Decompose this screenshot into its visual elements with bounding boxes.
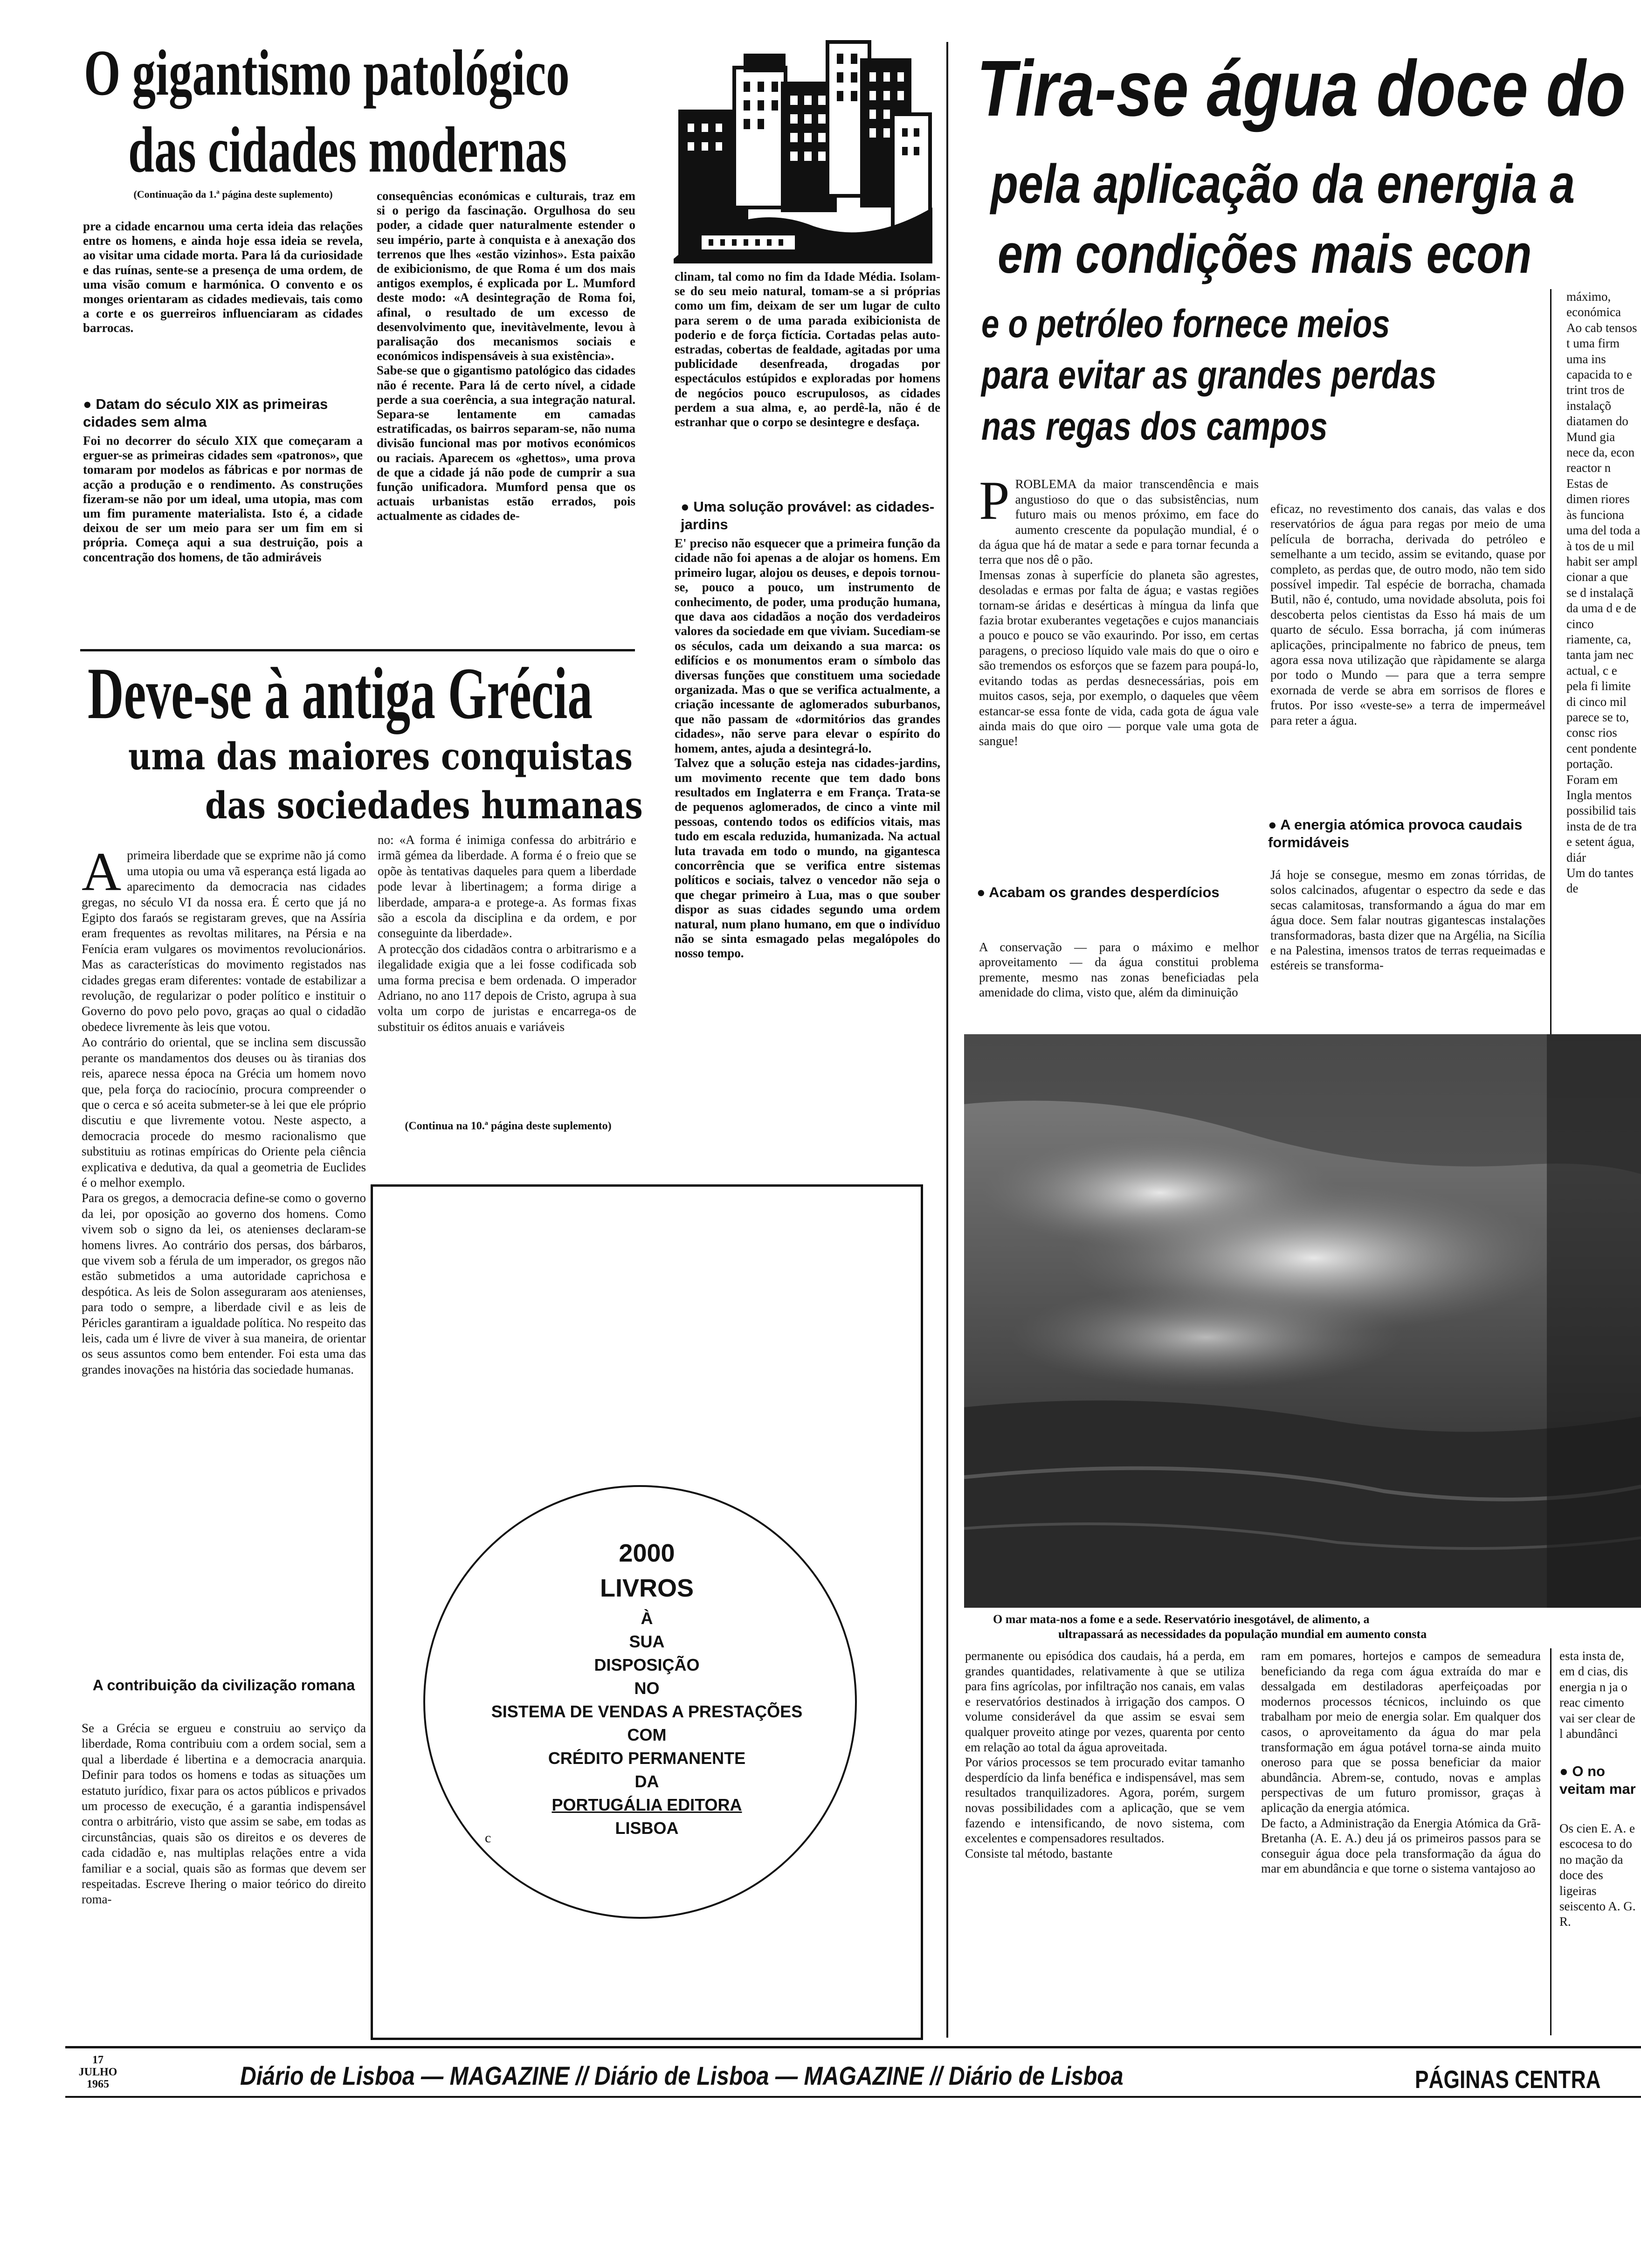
article3-bottom-col1: permanente ou episódica dos caudais, há a perda, em grandes quantidades, relativamente à que se utiliza para fins agrícolas, por infiltração nos canais, em valas e reservatórios destinados à irrigação dos campos. O volume considerável da que assim se esvai sem qualquer proveito atinge por vezes, quarenta por cento em relação ao total da água aproveitada. Por vários processos se tem procurado evitar tamanho desperdício da linfa benéfica e indispensável, mas sem resultados tranquilizadores. Agora, porém, surgem novas possibilidades com a aplicação, que se vem fazendo e intensificando, de novo sistema, com excelentes e compensadores resultados. Consiste tal método, bastante	[965, 1649, 1245, 1860]
sea-photograph	[964, 1034, 1641, 1608]
photo-caption-line1: O mar mata-nos a fome e a sede. Reservatório inesgotável, de alimento, a	[993, 1612, 1370, 1626]
ad-line-lisboa: LISBOA	[615, 1819, 679, 1838]
article3-bottom-col3: esta insta de, em d cias, dis energia n ja o reac cimento vai ser clear de l abundânci	[1559, 1649, 1635, 1741]
article3-sub-line3: nas regas dos campos	[981, 404, 1328, 448]
article1-subhead2: ● Uma solução provável: as cidades-jardins	[681, 498, 935, 532]
article2-col1-lead-text: primeira liberdade que se exprime não já como uma utopia ou uma vã esperança está ligada ao aparecimento da democracia nas cidades gregas, no século VI da nossa era. É certo que já no Egipto dos faraós se registaram greves, que na Assíria eram frequentes as revoltas militares, na Pérsia e na Fenícia eram vulgares os movimentos revolucionários. Mas as características do movimento registados nas cidades gregas eram diferentes: vontade de estabilizar a revolução, de regularizar o poder político e instituir o Governo do povo pelo povo, graças ao qual o cidadão obedece livremente às leis que votou. Ao contrário do oriental, que se inclina sem discussão perante os mandamentos dos deuses ou às tiranias dos reis, aparece nessa época na Grécia um homem novo que, pela força do raciocínio, procura compreender o que o cerca e só aceita submeter-se à lei que ele próprio discutiu e que livremente votou. Neste aspecto, a democracia procede do mesmo racionalismo que substituiu as rotinas empíricas do Oriente pela ciência explicativa e dedutiva, da qual a geometria de Euclides é o melhor exemplo. Para os gregos, a democracia define-se como o governo da lei, por oposição ao governo dos homens. Como vivem sob o signo da lei, os atenienses declaram-se homens livres. Ao contrário dos persas, dos bárbaros, que vivem sob a férula de um imperador, os gregos não estão submetidos a uma autoridade caprichosa e despótica. As leis de Solon asseguraram aos atenienses, para todo o sempre, a liberdade civil e as leis de Péricles garantiram a igualdade política. No respeito das leis, cada um é livre de viver à sua maneira, de orientar os seus assuntos como bem entender. Foi esta uma das grandes inovações na história das sociedade humanas.	[82, 848, 366, 1376]
article2-col1-lead	[82, 832, 366, 1676]
footer-date-day: 17	[92, 2054, 103, 2066]
article3-bottom-rule	[1550, 1648, 1551, 2035]
ad-line-disposicao: DISPOSIÇÃO	[594, 1655, 700, 1674]
article2-col1-body: Se a Grécia se ergueu e construiu ao serviço da liberdade, Roma contribuiu com a ordem social, sem a qual a liberdade é libertina e a democracia anarquia. Definir para todos os homens e todas as situações um estatuto jurídico, fixar para os actos públicos e privados um processo de execução, é a garantia indispensável contra o arbitrário, visto que assim se sabe, em todas as circunstâncias, quais são os direitos e os deveres de cada cidadão e, nas multiplas relações entre a vida familiar e a social, quais são as formas que devem ser respeitadas. Escreve Ihering o maior teórico do direito roma-	[82, 1721, 366, 1907]
article3-bottom-col2: ram em pomares, hortejos e campos de semeadura beneficiando da rega com água extraída do mar e dessalgada em destiladoras aperfeiçoadas por modernos processos técnicos, incluindo os que trabalham por meio de energia solar. Em qualquer dos casos, o aproveitamento da água do mar pela transformação em água potável torna-se ainda muito oneroso para que se possa beneficiar da maior abundância. Abrem-se, contudo, novas e amplas perspectivas de um futuro promissor, graças à aplicação da energia atómica. De facto, a Administração da Energia Atómica da Grã-Bretanha (A. E. A.) deu já os primeiros passos para se conseguir água doce pela transformação da água do mar em abundância e que torne o sistema vantajoso ao	[1261, 1649, 1541, 1876]
ad-line-a: À	[641, 1609, 653, 1628]
footer-pages: PÁGINAS CENTRA	[1415, 2066, 1601, 2094]
ad-mark: c	[485, 1830, 491, 1846]
article1-continuation-note: (Continuação da 1.ª página deste suplemento)	[133, 188, 333, 200]
article3-col2-body: Já hoje se consegue, mesmo em zonas tórridas, de solos calcinados, afugentar o espectro da sede e das secas calamitosas, transformando a água do mar em água doce. Sem falar noutras gigantescas instalações transformadoras, basta dizer que na Argélia, na Sicília e na Palestina, imensos tratos de terras requeimadas e estéreis se transforma-	[1270, 868, 1545, 973]
article2-col2: no: «A forma é inimiga confessa do arbitrário e irmã gémea da liberdade. A forma é o freio que se opõe às tentativas daqueles para quem a liberdade pode levar à libertinagem; a forma dirige a liberdade, ampara-a e protege-a. As formas fixas são a escola da disciplina e da ordem, e por conseguinte da liberdade». A protecção dos cidadãos contra o arbitrarismo e a ilegalidade exigia que a lei fosse codificada sob uma forma precisa e bem ordenada. O imperador Adriano, no ano 117 depois de Cristo, agrupa à sua volta um corpo de juristas e encarrega-os de substituir os éditos anuais e variáveis	[378, 833, 636, 1034]
article3-subhead2: ● A energia atómica provoca caudais formidáveis	[1268, 816, 1523, 850]
ad-line-sistema: SISTEMA DE VENDAS A PRESTAÇÕES	[491, 1702, 803, 1721]
article1-col2: consequências económicas e culturais, traz em si o perigo da fascinação. Orgulhosa do seu poder, a cidade quer naturalmente estender o seu império, parte à conquista e à anexação dos terrenos que lhes «estão vizinhos». Esta paixão de exibicionismo, de que Roma é um dos mais antigos exemplos, é explicada por L. Mumford deste modo: «A desintegração de Roma foi, afinal, o resultado de um excesso de desenvolvimento que, inevitàvelmente, levou à paralisação dos mecanismos sociais e económicos indispensáveis à sua existência». Sabe-se que o gigantismo patológico das cidades não é recente. Para lá de certo nível, a cidade perde a sua coerência, a sua integração natural. Separa-se lentamente em camadas estratificadas, os bairros separam-se, não numa divisão funcional mas por motivos económicos ou raciais. Aparecem os «ghettos», uma prova de que a cidade já não pode de cumprir a sua função unificadora. Mumford pensa que os actuais urbanistas estão errados, pois actualmente as cidades de-	[377, 189, 635, 523]
column-rule	[946, 42, 948, 2038]
article3-sub-line1: e o petróleo fornece meios	[981, 302, 1390, 346]
article3-title-line2: pela aplicação da energia a	[991, 153, 1575, 215]
article3-dropcap: P	[979, 470, 1010, 532]
photo-caption-line2: ultrapassará as necessidades da população mundial em aumento consta	[1058, 1627, 1427, 1641]
article-divider	[80, 649, 635, 651]
article2-subtitle-line2: das sociedades humanas	[205, 783, 643, 827]
article1-col3-body: E' preciso não esquecer que a primeira função da cidade não foi apenas a de alojar os homens. Em primeiro lugar, alojou os deuses, e depois tornou-se, pouco a pouco, um instrumento de conhecimento, de poder, uma produção humana, que dava aos cidadãos a noção dos verdadeiros valores da sociedade em que viviam. Sucediam-se os séculos, cada um deixando a sua marca: os edifícios e os monumentos eram o símbolo das diversas funções que constituem uma sociedade organizada. Mas o que se verifica actualmente, a criação incessante de aglomerados suburbanos, que não passam de «dormitórios das grandes cidades», não serve para elevar o espírito do homem, antes, ajuda a desintegrá-lo. Talvez que a solução esteja nas cidades-jardins, um movimento recente que tem dado bons resultados em Inglaterra e em França. Trata-se de pequenos aglomerados, de cinco a vinte mil pessoas, contendo todos os edifícios vitais, mas tudo em escala reduzida, humanizada. Na actual luta travada em todo o mundo, na gigantesca concorrência que se verifica entre sistemas políticos e sociais, talvez o vencedor não seja o que chegar primeiro à Lua, mas o que souber dispor as suas cidades segundo uma ordem natural, num plano humano, em que o indivíduo não se sinta esmagado pelas megalópoles do nosso tempo.	[675, 536, 940, 961]
ad-line-2000: 2000	[619, 1539, 675, 1567]
article1-subhead1: ● Datam do século XIX as primeiras cidades sem alma	[83, 396, 328, 430]
article3-col1-lead-text: ROBLEMA da maior transcendência e mais angustioso do que o das subsistências, num futuro mais ou menos próximo, em face do aumento crescente da população mundial, é o da água que há de matar a sede e para tornar fecunda a terra que nos dê o pão. Imensas zonas à superfície do planeta são agrestes, desoladas e ermas por falta de água; e vastas regiões tornam-se áridas e desérticas à míngua da linfa que fazia brotar exuberantes vegetações e cujos mananciais a pouco e pouco se vão exaurindo. Por isso, em certas paragens, o precioso líquido vale mais do que o oiro e são tremendos os esforços que se fazem para poupá-lo, evitando todas as perdas desnecessárias, pois em muitos casos, seja, por exemplo, o daqueles que vêem estancar-se essa fonte de vida, cada gota de água vale ainda mais do que oiro — porque vale uma gota de sangue!	[979, 477, 1259, 748]
advertisement-box	[371, 1184, 923, 2040]
article3-col1-body: A conservação — para o máximo e melhor aproveitamento — da água constitui problema premente, mesmo nas zonas beneficiadas pela amenidade do clima, visto que, além da diminuição	[979, 940, 1259, 1000]
footer-rule-top	[65, 2046, 1641, 2048]
article3-right-rule	[1550, 289, 1551, 1035]
article3-title-line1: Tira-se água doce do	[977, 44, 1626, 133]
article3-col1-lead	[979, 462, 1259, 900]
ad-line-livros: LIVROS	[600, 1574, 694, 1602]
city-skyline-illustration	[674, 40, 932, 263]
article2-dropcap: A	[82, 841, 122, 903]
article2-subhead: A contribuição da civilização romana	[92, 1677, 355, 1694]
ad-line-no: NO	[634, 1679, 660, 1698]
footer-rule-bottom	[65, 2096, 1641, 2098]
ad-line-sua: SUA	[629, 1632, 665, 1651]
footer-date	[75, 2054, 121, 2090]
footer-date-year: 1965	[87, 2078, 109, 2090]
article3-bottom-subhead: ● O no veitam mar	[1559, 1763, 1636, 1797]
article1-title-line2: das cidades modernas	[128, 114, 567, 186]
article1-col1-intro: pre a cidade encarnou uma certa ideia das relações entre os homens, e ainda hoje essa ideia se revela, ao visitar uma cidade morta. Para lá da curiosidade e das ruínas, sente-se a presença de uma ordem, de uma visão comum e harmónica. O convento e os monges orientaram as cidades medievais, tais como a corte e os guerreiros influenciaram as cidades barrocas.	[83, 219, 363, 335]
ad-line-editora: PORTUGÁLIA EDITORA	[552, 1795, 742, 1814]
article2-subtitle-line1: uma das maiores conquistas	[128, 734, 633, 778]
article1-col1-body: Foi no decorrer do século XIX que começaram a erguer-se as primeiras cidades sem «patronos», que tomaram por modelos as fábricas e por normas de acção a produção e o rendimento. As construções fizeram-se não por um ideal, uma utopia, mas com um fim puramente materialista. Isto é, a cidade deixou de ser um meio para ser um fim em si própria. Começa aqui a sua destruição, pois a concentração dos homens, de tão admiráveis	[83, 434, 363, 564]
article2-continued-note: (Continua na 10.ª página deste suplemento)	[405, 1120, 612, 1132]
footer-date-month: JULHO	[78, 2066, 117, 2078]
footer-banner: Diário de Lisboa — MAGAZINE // Diário de Lisboa — MAGAZINE // Diário de Lisboa	[240, 2061, 1124, 2090]
ad-line-credito: CRÉDITO PERMANENTE	[548, 1749, 746, 1768]
sea-photo-graphic	[964, 1034, 1641, 1608]
article2-title: Deve-se à antiga Grécia	[88, 653, 593, 734]
article3-sub-line2: para evitar as grandes perdas	[981, 353, 1437, 397]
article3-bottom-col3-body: Os cien E. A. e escocesa to do no mação da doce des ligeiras seiscento A. G. R.	[1559, 1821, 1636, 1929]
ad-line-da: DA	[634, 1772, 659, 1791]
article3-title-line3: em condições mais econ	[998, 223, 1532, 285]
article1-col3: clinam, tal como no fim da Idade Média. Isolam-se do seu meio natural, tomam-se a si próprias como um fim, deixam de ser um lugar de culto para serem o de uma parada exibicionista de poderio e de força fictícia. Cortadas pelas auto-estradas, cobertas de fealdade, agitadas por uma publicidade desenfreada, drogadas por espectáculos estúpidos e exploradas por homens de negócios pouco escrupulosos, as cidades perdem a sua alma, e, ao perdê-la, não é de estranhar que o corpo se desintegre e desfaça.	[675, 270, 940, 429]
article3-col2: eficaz, no revestimento dos canais, das valas e dos reservatórios de água para regas por meio de uma película de borracha, derivada do petróleo e semelhante a um tecido, assim se evitando, quase por completo, as perdas que, de outro modo, não tem sido possível impedir. Tal espécie de borracha, chamada Butil, não é, contudo, uma novidade absoluta, pois foi descoberta pelos cientistas da Esso há mais de um quarto de século. Essa borracha, já com inúmeras aplicações, principalmente no fabrico de pneus, tem agora essa nova utilização que ràpidamente se alarga por todo o Mundo — para que a terra sempre exornada de verde se abra em sorrisos de flores e frutos. Por isso «veste-se» a terra de impermeável para reter a água.	[1270, 502, 1545, 727]
article1-title-line1: O gigantismo patológico	[84, 37, 570, 109]
ad-line-com: COM	[627, 1725, 667, 1744]
article3-subhead1: ● Acabam os grandes desperdícios	[977, 884, 1220, 900]
article3-col3: máximo, económica Ao cab tensos t uma firm uma ins capacida to e trint tros de instalaçõ diatamen do Mund gia nece da, econ reactor n Estas de dimen riores às funciona uma del toda a à tos de u mil habit ser ampl cionar a que se d instalaçã da uma d e de cinco riamente, ca, tanta jam nec actual, c e pela fi limite di cinco mil parece se to, consc rios cent pondente portação. Foram em Ingla mentos possibilid tais insta de de tra e setent água, diár Um do tantes de	[1566, 290, 1641, 896]
